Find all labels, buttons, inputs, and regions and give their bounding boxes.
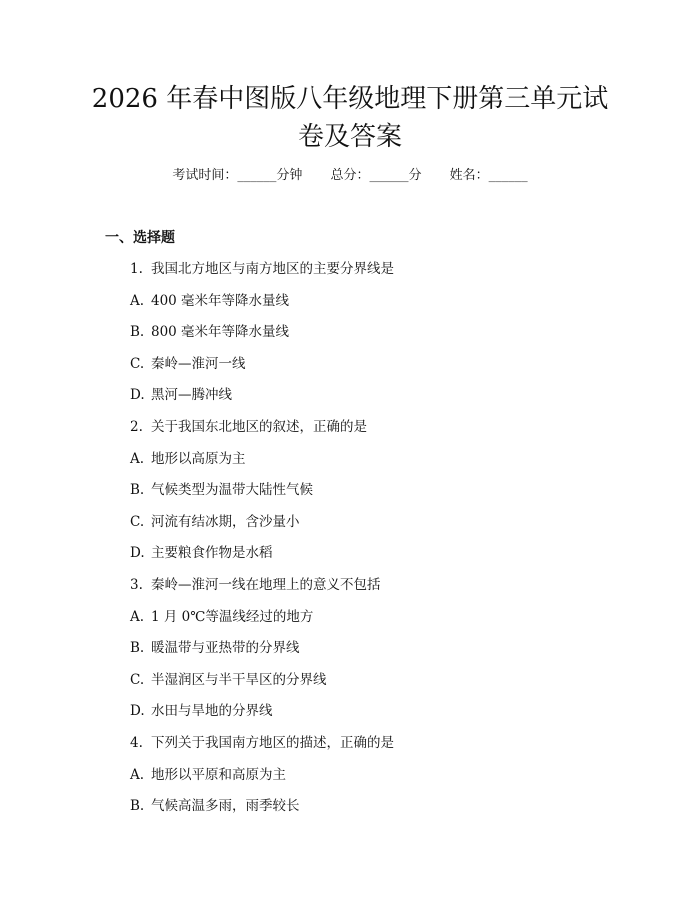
option-text: 气候类型为温带大陆性气候 <box>151 482 313 499</box>
option-letter: B. <box>130 640 145 657</box>
question-number: 3. <box>130 576 143 593</box>
answer-option <box>0 700 700 732</box>
answer-option <box>0 321 700 353</box>
option-letter: B. <box>130 324 145 341</box>
option-text: 气候高温多雨，雨季较长 <box>151 798 300 815</box>
option-text: 地形以高原为主 <box>151 450 246 467</box>
option-text: 水田与旱地的分界线 <box>151 703 273 720</box>
question-stem <box>0 258 700 290</box>
question-list <box>0 258 700 827</box>
option-text: 秦岭—淮河一线 <box>151 355 246 372</box>
option-text: 暖温带与亚热带的分界线 <box>151 640 300 657</box>
option-text: 800 毫米年等降水量线 <box>151 324 290 341</box>
option-letter: C. <box>130 671 145 688</box>
option-letter: B. <box>130 482 145 499</box>
option-letter: D. <box>130 703 145 720</box>
option-text: 400 毫米年等降水量线 <box>151 292 290 309</box>
option-letter: A. <box>130 450 145 467</box>
exam-time-field: 考试时间：______分钟 <box>172 168 303 183</box>
answer-option <box>0 637 700 669</box>
option-letter: C. <box>130 513 145 530</box>
option-letter: C. <box>130 355 145 372</box>
option-letter: A. <box>130 292 145 309</box>
option-text: 半湿润区与半干旱区的分界线 <box>151 671 327 688</box>
answer-option <box>0 353 700 385</box>
question-text: 下列关于我国南方地区的描述，正确的是 <box>151 734 394 751</box>
option-text: 黑河—腾冲线 <box>151 387 232 404</box>
answer-option <box>0 479 700 511</box>
option-text: 地形以平原和高原为主 <box>151 766 286 783</box>
section-heading: 一、选择题 <box>105 230 175 246</box>
question-stem <box>0 732 700 764</box>
answer-option <box>0 606 700 638</box>
option-text: 主要粮食作物是水稻 <box>151 545 273 562</box>
option-letter: A. <box>130 766 145 783</box>
question-text: 秦岭—淮河一线在地理上的意义不包括 <box>151 576 381 593</box>
total-score-field: 总分：______分 <box>330 168 422 183</box>
option-text: 河流有结冰期，含沙量小 <box>151 513 300 530</box>
question-stem <box>0 574 700 606</box>
exam-title-line-2: 卷及答案 <box>297 122 402 152</box>
answer-option <box>0 542 700 574</box>
question-stem <box>0 416 700 448</box>
exam-meta <box>0 166 700 186</box>
question-number: 2. <box>130 418 143 435</box>
option-letter: D. <box>130 545 145 562</box>
answer-option <box>0 290 700 322</box>
answer-option <box>0 669 700 701</box>
exam-title-line-1: 2026 年春中图版八年级地理下册第三单元试 <box>91 84 609 114</box>
option-letter: A. <box>130 608 145 625</box>
answer-option <box>0 764 700 796</box>
answer-option <box>0 795 700 827</box>
exam-title <box>0 80 700 156</box>
answer-option <box>0 448 700 480</box>
question-number: 4. <box>130 734 143 751</box>
option-text: 1 月 0℃等温线经过的地方 <box>151 608 314 625</box>
answer-option <box>0 511 700 543</box>
question-number: 1. <box>130 261 143 277</box>
question-text: 我国北方地区与南方地区的主要分界线是 <box>151 261 394 277</box>
student-name-field: 姓名：______ <box>449 168 528 183</box>
question-text: 关于我国东北地区的叙述，正确的是 <box>151 418 367 435</box>
option-letter: D. <box>130 387 145 404</box>
option-letter: B. <box>130 798 145 815</box>
answer-option <box>0 384 700 416</box>
